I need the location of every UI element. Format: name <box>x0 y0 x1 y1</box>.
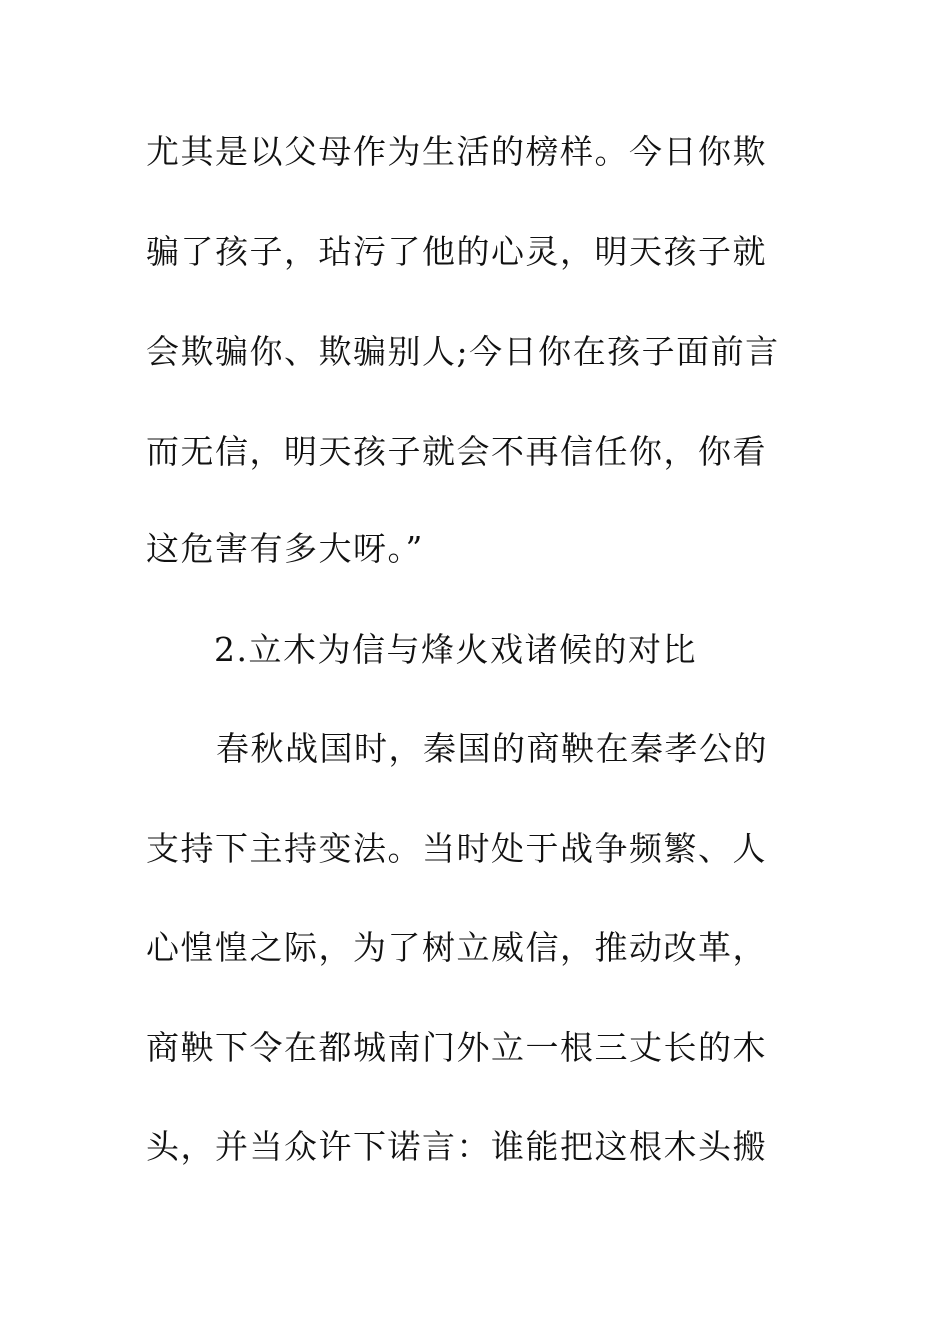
paragraph-2-line-4: 商鞅下令在都城南门外立一根三丈长的木 <box>146 1028 767 1067</box>
paragraph-2-line-5: 头，并当众许下诺言：谁能把这根木头搬 <box>146 1127 767 1166</box>
paragraph-1-line-1: 尤其是以父母作为生活的榜样。今日你欺 <box>146 132 767 171</box>
paragraph-2-line-2: 支持下主持变法。当时处于战争频繁、人 <box>146 829 767 868</box>
section-heading: 2.立木为信与烽火戏诸候的对比 <box>214 630 697 669</box>
paragraph-1-line-3: 会欺骗你、欺骗别人;今日你在孩子面前言 <box>146 332 780 371</box>
paragraph-2-line-1: 春秋战国时，秦国的商鞅在秦孝公的 <box>216 729 768 768</box>
paragraph-1-line-2: 骗了孩子，玷污了他的心灵，明天孩子就 <box>146 232 767 271</box>
paragraph-2-line-3: 心惶惶之际，为了树立威信，推动改革， <box>146 928 767 967</box>
paragraph-1-line-5: 这危害有多大呀。” <box>146 529 424 568</box>
paragraph-1-line-4: 而无信，明天孩子就会不再信任你，你看 <box>146 432 767 471</box>
